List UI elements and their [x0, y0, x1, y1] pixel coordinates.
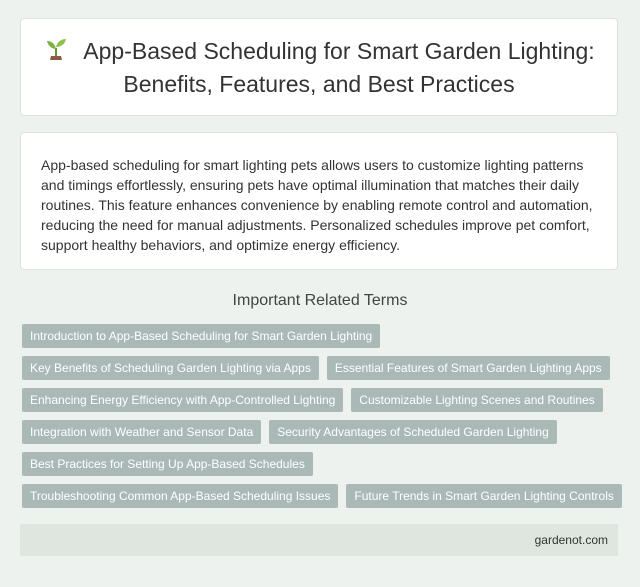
related-term-tag[interactable]: Customizable Lighting Scenes and Routines	[351, 388, 602, 412]
title-card	[20, 18, 618, 116]
page-title	[21, 36, 617, 99]
footer-site-name[interactable]: gardenot.com	[534, 533, 608, 547]
summary-card	[20, 132, 618, 270]
related-term-tag[interactable]: Key Benefits of Scheduling Garden Lighting via Apps	[22, 356, 319, 380]
related-term-tag[interactable]: Future Trends in Smart Garden Lighting Controls	[346, 484, 621, 508]
related-term-tag[interactable]: Essential Features of Smart Garden Lighting Apps	[327, 356, 610, 380]
related-terms-list	[22, 324, 622, 508]
related-term-tag[interactable]: Enhancing Energy Efficiency with App-Controlled Lighting	[22, 388, 343, 412]
related-term-tag[interactable]: Troubleshooting Common App-Based Scheduling Issues	[22, 484, 338, 508]
summary-text: App-based scheduling for smart lighting pets allows users to customize lighting patterns and timings effortlessly, ensuring pets have optimal illumination that matches their daily routines. This feature enhances convenience by enabling remote control and automation, reducing the need for manual adjustments. Personalized schedules improve pet comfort, support healthy behaviors, and optimize energy efficiency.	[41, 157, 593, 253]
related-term-tag[interactable]: Integration with Weather and Sensor Data	[22, 420, 261, 444]
page-title-text: App-Based Scheduling for Smart Garden Lighting: Benefits, Features, and Best Practices	[83, 37, 595, 97]
related-term-tag[interactable]: Introduction to App-Based Scheduling for Smart Garden Lighting	[22, 324, 380, 348]
related-terms-heading: Important Related Terms	[232, 292, 408, 309]
footer	[20, 524, 618, 556]
related-term-tag[interactable]: Best Practices for Setting Up App-Based Schedules	[22, 452, 313, 476]
seedling-icon	[43, 36, 69, 69]
related-term-tag[interactable]: Security Advantages of Scheduled Garden Lighting	[269, 420, 557, 444]
